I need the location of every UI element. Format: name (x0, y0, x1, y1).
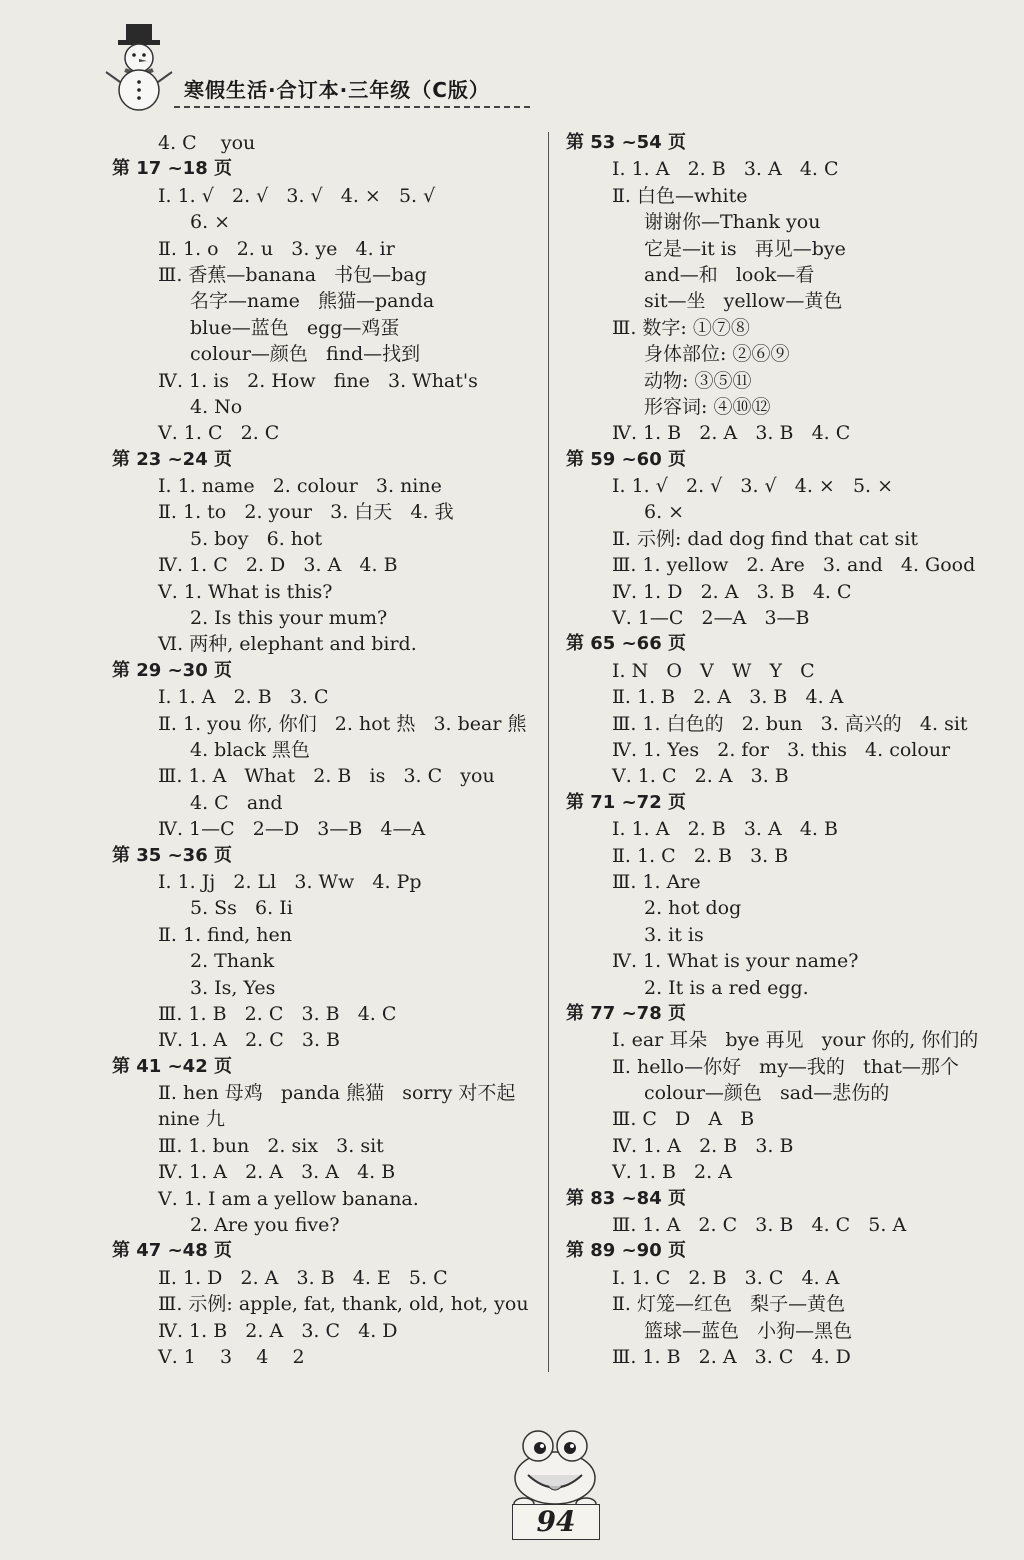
answer-line: Ⅳ. 1. What is your name? (612, 950, 859, 973)
answer-line: 4. black 黑色 (190, 738, 310, 761)
answer-line: 2. Thank (190, 950, 275, 973)
answer-line: Ⅴ. 1—C 2—A 3—B (612, 607, 810, 630)
answer-line: Ⅲ. 1. B 2. A 3. C 4. D (612, 1345, 851, 1368)
answer-line: Ⅴ. 1. C 2. A 3. B (612, 765, 789, 788)
answer-line: 5. Ss 6. Ii (190, 897, 293, 920)
answer-line: Ⅴ. 1. I am a yellow banana. (158, 1187, 419, 1210)
answer-line: Ⅲ. 香蕉—banana 书包—bag (158, 263, 427, 286)
answer-line: Ⅱ. 1. C 2. B 3. B (612, 844, 789, 867)
page-range-heading: 第 83 ~84 页 (566, 1187, 686, 1209)
answer-line: 2. It is a red egg. (644, 976, 809, 999)
column-divider (548, 132, 549, 1372)
answer-line: Ⅲ. 1. B 2. C 3. B 4. C (158, 1002, 397, 1025)
answer-line: Ⅴ. 1. C 2. C (158, 422, 280, 445)
answer-line: Ⅲ. 数字: ①⑦⑧ (612, 316, 750, 339)
answer-line: Ⅴ. 1. B 2. A (612, 1161, 732, 1184)
answer-line: Ⅳ. 1. A 2. C 3. B (158, 1029, 341, 1052)
answer-line: Ⅰ. N O V W Y C (612, 659, 815, 682)
page-range-heading: 第 65 ~66 页 (566, 633, 686, 655)
answer-line: Ⅱ. 白色—white (612, 184, 748, 207)
answer-line: 2. Is this your mum? (190, 607, 388, 630)
answer-line: colour—颜色 find—找到 (190, 343, 421, 366)
page-range-heading: 第 89 ~90 页 (566, 1240, 686, 1262)
answer-line: Ⅱ. 1. o 2. u 3. ye 4. ir (158, 237, 395, 260)
page-range-heading: 第 29 ~30 页 (112, 659, 232, 681)
right-answer-column (566, 130, 996, 1370)
page-range-heading: 第 53 ~54 页 (566, 132, 686, 153)
page-range-heading: 第 47 ~48 页 (112, 1240, 232, 1262)
answer-line: Ⅳ. 1. Yes 2. for 3. this 4. colour (612, 738, 951, 761)
answer-line: Ⅳ. 1. A 2. B 3. B (612, 1134, 794, 1157)
page-range-heading: 第 71 ~72 页 (566, 791, 686, 813)
answer-line: 6. × (644, 501, 685, 524)
page-number: 94 (512, 1504, 600, 1540)
answer-line: 4. No (190, 395, 243, 418)
page-header (100, 22, 530, 112)
answer-line: 6. × (190, 211, 231, 234)
answer-line: 名字—name 熊猫—panda (190, 290, 435, 313)
answer-line: colour—颜色 sad—悲伤的 (644, 1082, 890, 1105)
answer-line: Ⅳ. 1. D 2. A 3. B 4. C (612, 580, 852, 603)
answer-line: Ⅰ. 1. name 2. colour 3. nine (158, 475, 442, 498)
answer-line: Ⅵ. 两种, elephant and bird. (158, 633, 417, 656)
answer-line: Ⅲ. 1. Are (612, 870, 701, 893)
answer-line: Ⅱ. hen 母鸡 panda 熊猫 sorry 对不起 (158, 1082, 516, 1105)
answer-line: Ⅳ. 1. C 2. D 3. A 4. B (158, 554, 398, 577)
answer-line: Ⅲ. C D A B (612, 1108, 755, 1131)
answer-line: Ⅱ. 1. to 2. your 3. 白天 4. 我 (158, 501, 454, 524)
answer-line: Ⅱ. 1. B 2. A 3. B 4. A (612, 686, 844, 709)
answer-line: blue—蓝色 egg—鸡蛋 (190, 316, 400, 339)
page-footer (500, 1420, 610, 1540)
answer-line: Ⅰ. 1. C 2. B 3. C 4. A (612, 1266, 840, 1289)
answer-line: Ⅳ. 1. B 2. A 3. B 4. C (612, 422, 851, 445)
answer-line: and—和 look—看 (644, 263, 815, 286)
page-range-heading: 第 17 ~18 页 (112, 158, 232, 180)
answer-line: Ⅲ. 1. bun 2. six 3. sit (158, 1134, 384, 1157)
answer-line: 2. Are you five? (190, 1214, 340, 1237)
answer-line: Ⅱ. 1. find, hen (158, 923, 293, 946)
answer-line: Ⅲ. 1. yellow 2. Are 3. and 4. Good (612, 554, 976, 577)
answer-line: 4. C and (190, 791, 283, 814)
answer-line: Ⅳ. 1. is 2. How fine 3. What's (158, 369, 478, 392)
answer-line: nine 九 (158, 1108, 225, 1131)
answer-line: Ⅲ. 1. 白色的 2. bun 3. 高兴的 4. sit (612, 712, 968, 735)
answer-line: Ⅱ. 1. D 2. A 3. B 4. E 5. C (158, 1266, 448, 1289)
answer-line: 动物: ③⑤⑪ (644, 369, 752, 392)
answer-line: Ⅰ. 1. Jj 2. Ll 3. Ww 4. Pp (158, 870, 422, 893)
page-range-heading: 第 35 ~36 页 (112, 844, 232, 866)
header-divider (174, 106, 530, 108)
answer-line: Ⅳ. 1—C 2—D 3—B 4—A (158, 818, 426, 841)
answer-line: Ⅰ. ear 耳朵 bye 再见 your 你的, 你们的 (612, 1029, 979, 1052)
answer-line: 3. Is, Yes (190, 976, 276, 999)
answer-line: Ⅳ. 1. B 2. A 3. C 4. D (158, 1319, 398, 1342)
answer-line: 篮球—蓝色 小狗—黑色 (644, 1319, 853, 1342)
answer-line: 5. boy 6. hot (190, 527, 323, 550)
answer-line: Ⅱ. 示例: dad dog find that cat sit (612, 527, 919, 550)
page-range-heading: 第 23 ~24 页 (112, 448, 232, 470)
answer-line: Ⅰ. 1. √ 2. √ 3. √ 4. × 5. × (612, 475, 894, 498)
answer-line: Ⅳ. 1. A 2. A 3. A 4. B (158, 1161, 396, 1184)
header-title: 寒假生活·合订本·三年级（C版） (184, 78, 490, 102)
answer-line: 谢谢你—Thank you (644, 211, 821, 234)
answer-line: Ⅴ. 1 3 4 2 (158, 1345, 305, 1368)
answer-line: 4. C you (158, 132, 256, 154)
page-range-heading: 第 77 ~78 页 (566, 1002, 686, 1024)
answer-line: Ⅰ. 1. A 2. B 3. A 4. B (612, 818, 838, 841)
answer-line: 形容词: ④⑩⑫ (644, 395, 771, 418)
answer-line: Ⅰ. 1. A 2. B 3. C (158, 686, 329, 709)
answer-line: 3. it is (644, 923, 704, 946)
page-range-heading: 第 59 ~60 页 (566, 448, 686, 470)
answer-line: Ⅲ. 1. A What 2. B is 3. C you (158, 765, 495, 788)
answer-line: Ⅱ. hello—你好 my—我的 that—那个 (612, 1055, 959, 1078)
answer-line: 2. hot dog (644, 897, 742, 920)
answer-line: Ⅲ. 示例: apple, fat, thank, old, hot, you (158, 1293, 529, 1316)
answer-line: 它是—it is 再见—bye (644, 237, 846, 260)
snowman-icon (100, 22, 180, 112)
answer-line: sit—坐 yellow—黄色 (644, 290, 843, 313)
answer-line: 身体部位: ②⑥⑨ (644, 343, 790, 366)
left-answer-column (112, 130, 542, 1370)
page-range-heading: 第 41 ~42 页 (112, 1055, 232, 1077)
answer-line: Ⅱ. 灯笼—红色 梨子—黄色 (612, 1293, 846, 1316)
answer-line: Ⅱ. 1. you 你, 你们 2. hot 热 3. bear 熊 (158, 712, 527, 735)
answer-line: Ⅰ. 1. √ 2. √ 3. √ 4. × 5. √ (158, 184, 436, 207)
answer-line: Ⅰ. 1. A 2. B 3. A 4. C (612, 158, 839, 181)
answer-line: Ⅲ. 1. A 2. C 3. B 4. C 5. A (612, 1214, 907, 1237)
answer-line: Ⅴ. 1. What is this? (158, 580, 333, 603)
